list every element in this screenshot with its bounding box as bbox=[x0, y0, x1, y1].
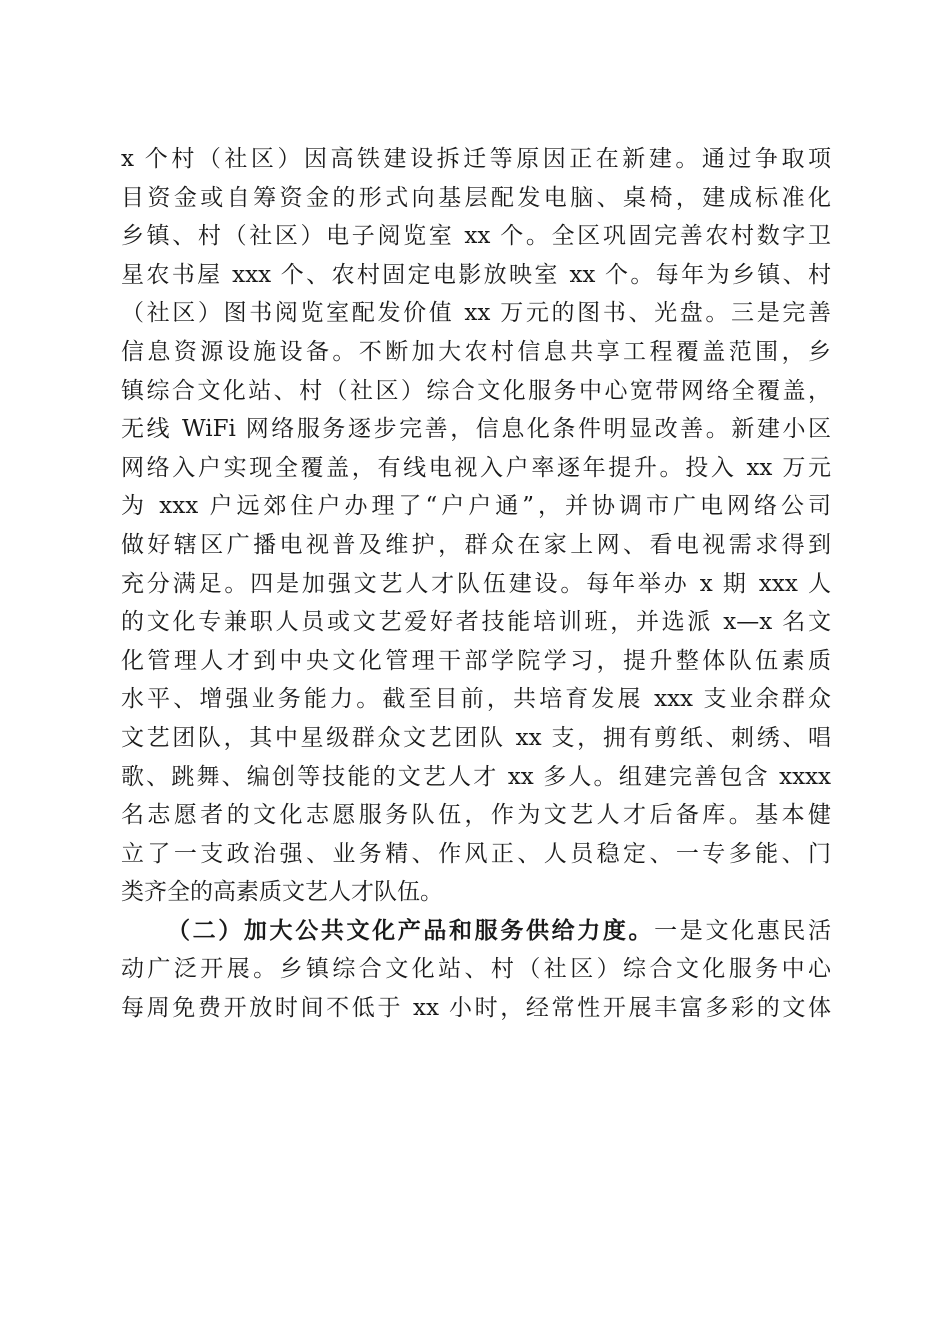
section-heading-rest: 一是文化惠民活 bbox=[654, 917, 832, 944]
text-line: 动广泛开展。乡镇综合文化站、村（社区）综合文化服务中心 bbox=[121, 956, 831, 983]
body-text bbox=[121, 140, 831, 1028]
text-line: 星农书屋 xxx 个、农村固定电影放映室 xx 个。每年为乡镇、村 bbox=[121, 261, 831, 288]
text-line: 做好辖区广播电视普及维护，群众在家上网、看电视需求得到 bbox=[121, 531, 831, 558]
section-heading: （二）加大公共文化产品和服务供给力度。 bbox=[167, 916, 655, 944]
text-line: 歌、跳舞、编创等技能的文艺人才 xx 多人。组建完善包含 xxxx bbox=[121, 763, 831, 790]
text-line: 充分满足。四是加强文艺人才队伍建设。每年举办 x 期 xxx 人 bbox=[121, 570, 831, 597]
text-line: 名志愿者的文化志愿服务队伍，作为文艺人才后备库。基本健 bbox=[121, 802, 831, 829]
text-line: 每周免费开放时间不低于 xx 小时，经常性开展丰富多彩的文体 bbox=[121, 995, 831, 1022]
text-line: 类齐全的高素质文艺人才队伍。 bbox=[121, 879, 443, 906]
text-line: 水平、增强业务能力。截至目前，共培育发展 xxx 支业余群众 bbox=[121, 686, 831, 713]
text-line: （社区）图书阅览室配发价值 xx 万元的图书、光盘。三是完善 bbox=[121, 300, 831, 327]
text-line: 的文化专兼职人员或文艺爱好者技能培训班，并选派 x—x 名文 bbox=[121, 609, 831, 636]
text-line: x 个村（社区）因高铁建设拆迁等原因正在新建。通过争取项 bbox=[121, 146, 831, 172]
text-line: 信息资源设施设备。不断加大农村信息共享工程覆盖范围，乡 bbox=[121, 338, 831, 365]
text-line: 无线 WiFi 网络服务逐步完善，信息化条件明显改善。新建小区 bbox=[121, 416, 831, 443]
text-line: 网络入户实现全覆盖，有线电视入户率逐年提升。投入 xx 万元 bbox=[121, 454, 831, 481]
text-line: 文艺团队，其中星级群众文艺团队 xx 支，拥有剪纸、刺绣、唱 bbox=[121, 724, 831, 751]
text-line: 化管理人才到中央文化管理干部学院学习，提升整体队伍素质 bbox=[121, 647, 831, 674]
text-line: 为 xxx 户远郊住户办理了“户户通”，并协调市广电网络公司 bbox=[121, 493, 831, 520]
text-line: 镇综合文化站、村（社区）综合文化服务中心宽带网络全覆盖， bbox=[121, 377, 831, 404]
text-line: 立了一支政治强、业务精、作风正、人员稳定、一专多能、门 bbox=[121, 840, 831, 867]
text-line: 目资金或自筹资金的形式向基层配发电脑、桌椅，建成标准化 bbox=[121, 184, 831, 211]
section-first-line bbox=[121, 912, 831, 951]
text-line: 乡镇、村（社区）电子阅览室 xx 个。全区巩固完善农村数字卫 bbox=[121, 223, 831, 250]
